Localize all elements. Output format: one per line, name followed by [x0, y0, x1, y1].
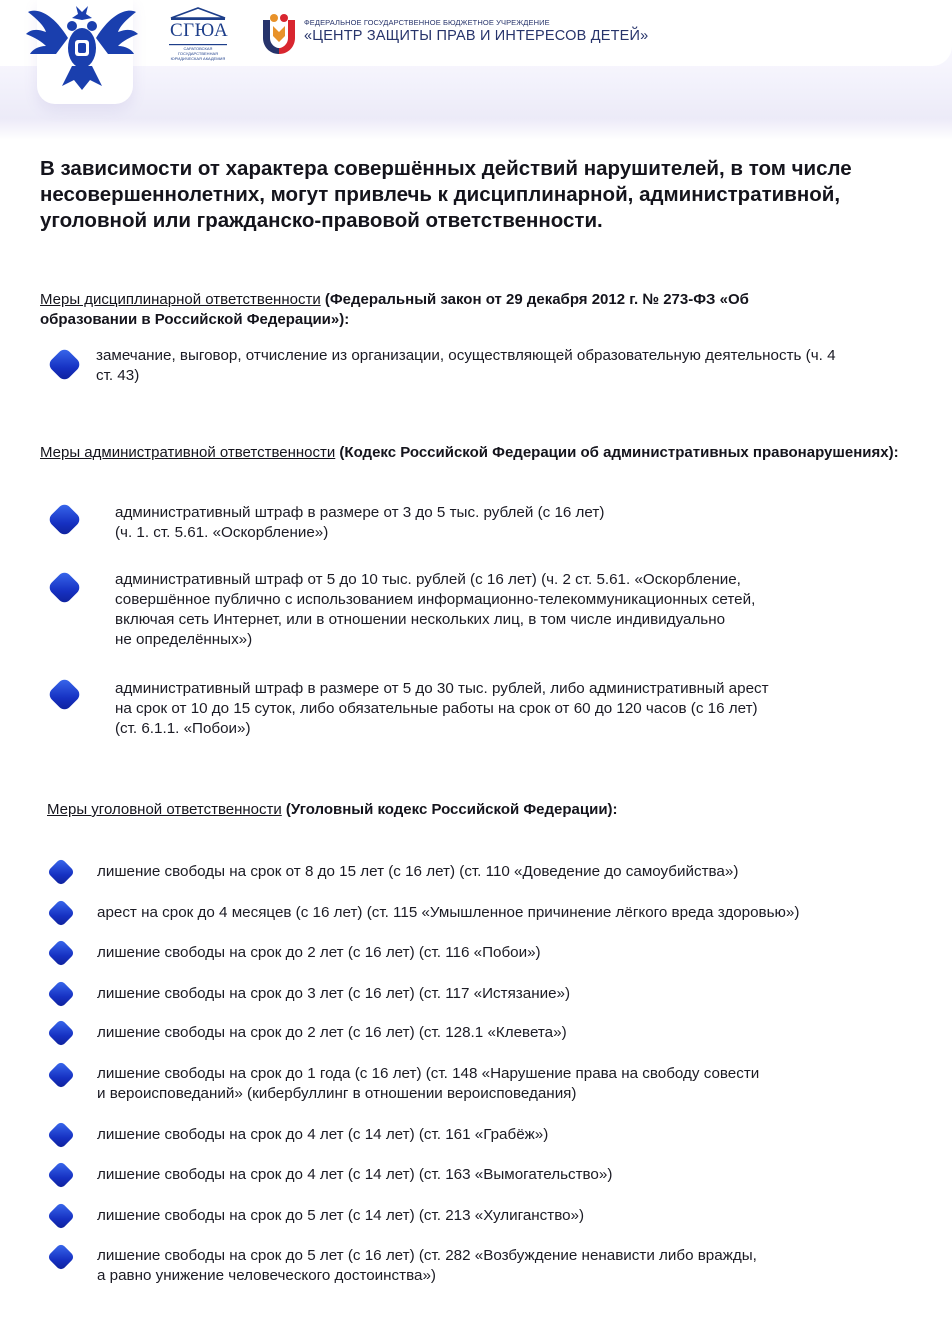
- criminal-item-4: лишение свободы на срок до 3 лет (с 16 лет) (ст. 117 «Истязание»): [97, 985, 571, 1002]
- disciplinary-title: [40, 290, 800, 330]
- criminal-title-rest: (Уголовный кодекс Российской Федерации):: [281, 801, 618, 818]
- criminal-item-7: лишение свободы на срок до 4 лет (с 14 лет) (ст. 161 «Грабёж»): [97, 1126, 549, 1143]
- bullet-icon: [47, 858, 75, 886]
- criminal-title: [47, 800, 847, 820]
- administrative-title-underlined: Меры административной ответственности: [40, 444, 336, 461]
- bullet-icon: [47, 899, 75, 927]
- bullet-icon: [47, 980, 75, 1008]
- bullet-icon: [47, 570, 82, 605]
- criminal-item-8: лишение свободы на срок до 4 лет (с 14 лет) (ст. 163 «Вымогательство»): [97, 1166, 613, 1183]
- bullet-icon: [47, 1161, 75, 1189]
- criminal-item-3: лишение свободы на срок до 2 лет (с 16 лет) (ст. 116 «Побои»): [97, 944, 541, 961]
- administrative-item-3: административный штраф в размере от 5 до 30 тыс. рублей, либо административный арест на срок от 10 до 15 суток, либо обязательные работы на срок от 60 до 120 часов (с 16 лет) (ст. 6.1.1. «Побои»): [115, 680, 769, 737]
- bullet-icon: [47, 347, 82, 382]
- criminal-item-6: лишение свободы на срок до 1 года (с 16 лет) (ст. 148 «Нарушение права на свободу совести и вероисповеданий» (кибербуллинг в отношении вероисповедания): [97, 1065, 760, 1102]
- coat-of-arms-icon: [22, 2, 142, 94]
- disciplinary-title-rest: (Федеральный закон от 29 декабря 2012 г. № 273-ФЗ «Об образовании в Российской Федерации»):: [40, 291, 749, 328]
- bullet-icon: [47, 1243, 75, 1271]
- intro-heading: В зависимости от характера совершённых действий нарушителей, в том числе несовершеннолетних, могут привлечь к дисциплинарной, административной, уголовной или гражданско-правовой ответственности.: [40, 157, 852, 232]
- administrative-title: [40, 443, 900, 463]
- sgua-logo-subtitle: САРАТОВСКАЯ ГОСУДАРСТВЕННАЯ ЮРИДИЧЕСКАЯ АКАДЕМИЯ: [170, 46, 226, 61]
- bullet-icon: [47, 939, 75, 967]
- bullet-icon: [47, 1019, 75, 1047]
- disciplinary-item-text: замечание, выговор, отчисление из организации, осуществляющей образовательную деятельность (ч. 4 ст. 43): [96, 347, 836, 384]
- criminal-item-2: арест на срок до 4 месяцев (с 16 лет) (ст. 115 «Умышленное причинение лёгкого вреда здоровью»): [97, 904, 800, 921]
- bullet-icon: [47, 502, 82, 537]
- criminal-item-5: лишение свободы на срок до 2 лет (с 16 лет) (ст. 128.1 «Клевета»): [97, 1024, 567, 1041]
- criminal-title-underlined: Меры уголовной ответственности: [47, 801, 282, 818]
- criminal-item-9: лишение свободы на срок до 5 лет (с 14 лет) (ст. 213 «Хулиганство»): [97, 1207, 585, 1224]
- criminal-item-1: лишение свободы на срок от 8 до 15 лет (с 16 лет) (ст. 110 «Доведение до самоубийства»): [97, 863, 739, 880]
- center-org-type: ФЕДЕРАЛЬНОЕ ГОСУДАРСТВЕННОЕ БЮДЖЕТНОЕ УЧРЕЖДЕНИЕ: [304, 18, 550, 27]
- administrative-item-2: административный штраф от 5 до 10 тыс. рублей (с 16 лет) (ч. 2 ст. 5.61. «Оскорбление, совершённое публично с использованием информационно-телекоммуникационных сетей, включая сеть Интернет, или в отношении нескольких лиц, в том числе индивидуально не определённых»): [115, 571, 756, 648]
- administrative-title-rest: (Кодекс Российской Федерации об административных правонарушениях):: [335, 444, 899, 461]
- center-logo-icon: [260, 12, 298, 54]
- bullet-icon: [47, 1061, 75, 1089]
- administrative-item-1: административный штраф в размере от 3 до 5 тыс. рублей (с 16 лет) (ч. 1. ст. 5.61. «Оскорбление»): [115, 504, 605, 541]
- bullet-icon: [47, 1121, 75, 1149]
- disciplinary-title-underlined: Меры дисциплинарной ответственности: [40, 291, 321, 308]
- disciplinary-item: [96, 346, 856, 386]
- criminal-item-10: лишение свободы на срок до 5 лет (с 16 лет) (ст. 282 «Возбуждение ненависти либо вражды, а равно унижение человеческого достоинства»): [97, 1247, 757, 1284]
- center-org-name: «ЦЕНТР ЗАЩИТЫ ПРАВ И ИНТЕРЕСОВ ДЕТЕЙ»: [304, 28, 649, 44]
- sgua-logo-text: СГЮА: [170, 20, 229, 41]
- bullet-icon: [47, 1202, 75, 1230]
- bullet-icon: [47, 677, 82, 712]
